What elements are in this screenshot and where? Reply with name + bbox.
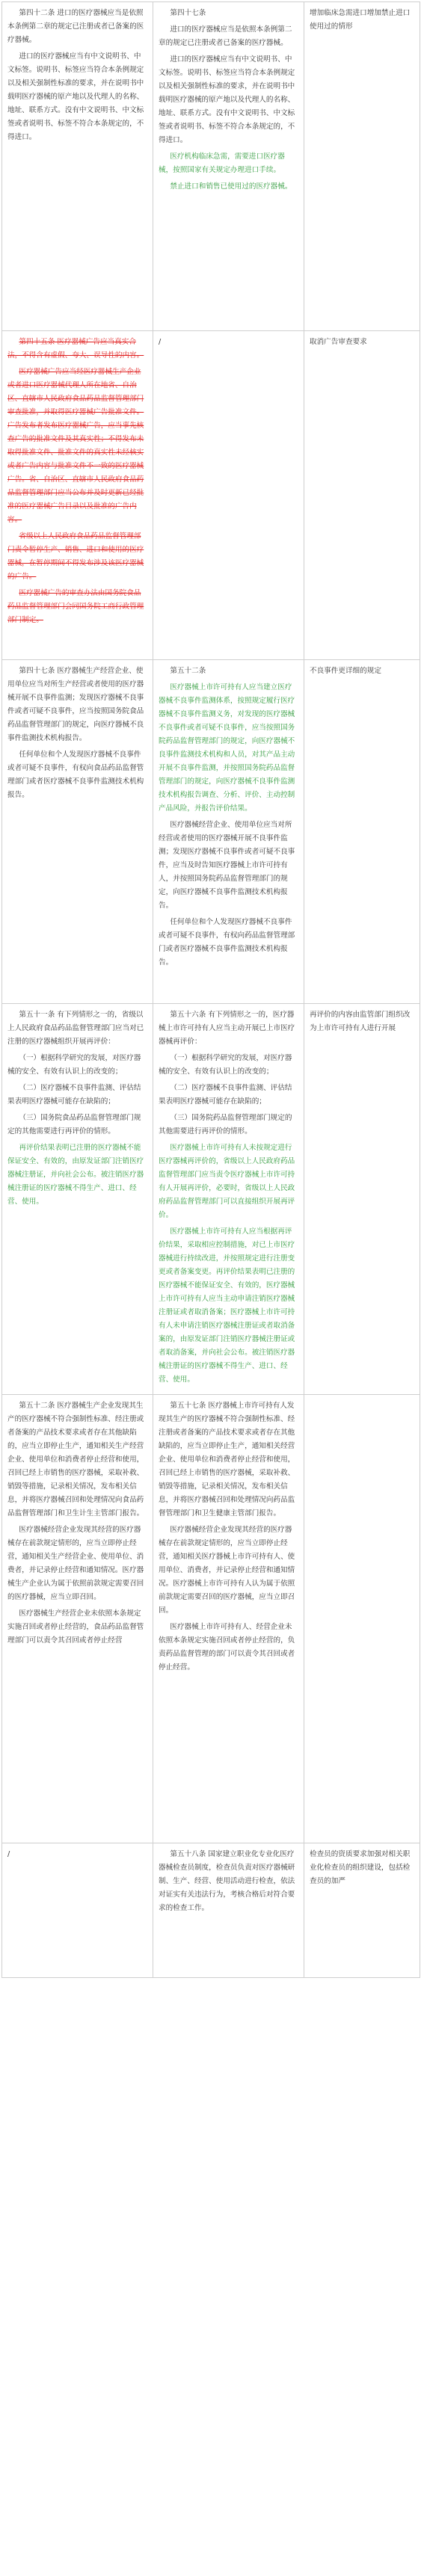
paragraph: 医疗器械经营企业发现其经营的医疗器械存在前款规定情形的，应当立即停止经营，通知相关医疗器械上市许可持有人、使用单位、消费者，并记录停止经营和通知情况。医疗器械上市许可持有人认为属于依照前款规定需要召回的医疗器械，应当立即召回。 xyxy=(159,1526,295,1615)
table-row xyxy=(2,1395,420,1843)
paragraph: （一）根据科学研究的发展，对医疗器械的安全、有效有认识上的改变的； xyxy=(7,1054,141,1076)
paragraph: / xyxy=(7,1850,10,1858)
paragraph: （三）国务院食品药品监督管理部门规定的其他需要进行再评价的情形。 xyxy=(7,1114,141,1136)
old-text-cell xyxy=(2,331,153,660)
paragraph: 医疗器械经营企业、使用单位应当对所经营或者使用的医疗器械开展不良事件监测；发现医疗器械不良事件或者可疑不良事件，应当及时告知医疗器械上市许可持有人，并按照国务院药品监督管理部门的规定，向医疗器械不良事件监测技术机构报告。 xyxy=(159,821,295,910)
table-row xyxy=(2,1004,420,1395)
paragraph: 第五十一条 有下列情形之一的，省级以上人民政府食品药品监督管理部门应当对已注册的医疗器械组织开展再评价： xyxy=(7,1011,144,1046)
paragraph: 省级以上人民政府食品药品监督管理部门责令暂停生产、销售、进口和使用的医疗器械，在暂停期间不得发布涉及该医疗器械的广告。 xyxy=(7,532,144,581)
paragraph: （一）根据科学研究的发展，对医疗器械的安全、有效有认识上的改变的； xyxy=(159,1054,292,1076)
new-text-cell xyxy=(153,2,304,331)
table-row xyxy=(2,2,420,331)
paragraph: （二）医疗器械不良事件监测、评估结果表明医疗器械可能存在缺陷的； xyxy=(7,1084,141,1106)
table-row xyxy=(2,1843,420,1978)
paragraph: 第五十六条 有下列情形之一的，医疗器械上市许可持有人应当主动开展已上市医疗器械再评价： xyxy=(159,1011,295,1046)
paragraph: 第五十八条 国家建立职业化专业化医疗器械检查员制度，检查员负责对医疗器械研制、生产、经营、使用活动进行检查，依法对证实有关违法行为，考核合格后对符合要求的检查工作。 xyxy=(159,1850,295,1912)
paragraph: （二）医疗器械不良事件监测、评估结果表明医疗器械可能存在缺陷的； xyxy=(159,1084,292,1106)
note-cell xyxy=(304,660,420,1004)
paragraph: 再评价结果表明已注册的医疗器械不能保证安全、有效的，由原发证部门注销医疗器械注册证，并向社会公布。被注销医疗器械注册证的医疗器械不得生产、进口、经营、使用。 xyxy=(7,1144,144,1206)
note-text: 不良事件更详细的规定 xyxy=(310,667,381,675)
paragraph: / xyxy=(159,338,162,346)
table-row xyxy=(2,331,420,660)
note-text: 再评价的内容由监管部门组织改为上市许可持有人进行开展 xyxy=(310,1011,411,1032)
paragraph: 医疗器械广告应当经医疗器械生产企业或者进口医疗器械代理人所在地省、自治区、直辖市人民政府食品药品监督管理部门审查批准，并取得医疗器械广告批准文件。广告发布者发布医疗器械广告，应当事先核查广告的批准文件及其真实性；不得发布未取得批准文件、批准文件的真实性未经核实或者广告内容与批准文件不一致的医疗器械广告。省、自治区、直辖市人民政府食品药品监督管理部门应当公布并及时更新已经批准的医疗器械广告目录以及批准的广告内容。 xyxy=(7,368,144,524)
old-text-cell xyxy=(2,1395,153,1843)
paragraph: 医疗器械广告的审查办法由国务院食品药品监督管理部门会同国务院工商行政管理部门制定。 xyxy=(7,589,144,624)
paragraph: （三）国务院药品监督管理部门规定的其他需要进行再评价的情形。 xyxy=(159,1114,292,1136)
old-text-cell xyxy=(2,1843,153,1978)
paragraph: 第四十二条 进口的医疗器械应当是依照本条例第二章的规定已注册或者已备案的医疗器械。 xyxy=(7,9,144,44)
paragraph: 任何单位和个人发现医疗器械不良事件或者可疑不良事件，有权向药品监督管理部门或者医疗器械不良事件监测技术机构报告。 xyxy=(159,918,295,967)
paragraph: 第四十五条 医疗器械广告应当真实合法，不得含有虚假、夸大、误导性的内容。 xyxy=(7,338,144,360)
paragraph: 医疗器械上市许可持有人应当建立医疗器械不良事件监测体系，按照规定履行医疗器械不良事件监测义务，对发现的医疗器械不良事件或者可疑不良事件，应当按照国务院药品监督管理部门的规定，向医疗器械不良事件监测技术机构和人员，对其产品主动开展不良事件监测，并按照国务院药品监督管理部门的规定，向医疗器械不良事件监测技术机构报告调查、分析、评价、主动控制产品风险，并报告评价结果。 xyxy=(159,683,295,813)
note-cell xyxy=(304,1843,420,1978)
old-text-cell xyxy=(2,2,153,331)
table-row xyxy=(2,660,420,1004)
note-cell xyxy=(304,2,420,331)
paragraph: 第五十二条 xyxy=(170,667,206,675)
paragraph: 进口的医疗器械应当有中文说明书、中文标签。说明书、标签应当符合本条例规定以及相关强制性标准的要求，并在说明书中载明医疗器械的原产地以及代理人的名称、地址、联系方式。没有中文说明书、中文标签或者说明书、标签不符合本条规定的，不得进口。 xyxy=(159,55,295,144)
paragraph: 第四十七条 医疗器械生产经营企业、使用单位应当对所生产经营或者使用的医疗器械开展不良事件监测；发现医疗器械不良事件或者可疑不良事件，应当按照国务院食品药品监督管理部门的规定，向医疗器械不良事件监测技术机构报告。 xyxy=(7,667,144,742)
note-cell xyxy=(304,331,420,660)
paragraph: 进口的医疗器械应当有中文说明书、中文标签。说明书、标签应当符合本条例规定以及相关强制性标准的要求，并在说明书中载明医疗器械的原产地以及代理人的名称、地址、联系方式。没有中文说明书、中文标签或者说明书、标签不符合本条规定的，不得进口。 xyxy=(7,52,144,141)
paragraph: 医疗器械上市许可持有人应当根据再评价结果，采取相应控制措施，对已上市医疗器械进行持续改进，并按照规定进行注册变更或者备案变更。再评价结果表明已注册的医疗器械不能保证安全、有效的，医疗器械上市许可持有人应当主动申请注销医疗器械注册证或者取消备案；医疗器械上市许可持有人未申请注销医疗器械注册证或者取消备案的，由原发证部门注销医疗器械注册证或者取消备案，并向社会公布。被注销医疗器械注册证的医疗器械不得生产、进口、经营、使用。 xyxy=(159,1227,295,1384)
note-text: 取消广告审查要求 xyxy=(310,338,367,346)
paragraph: 医疗器械经营企业发现其经营的医疗器械存在前款规定情形的，应当立即停止经营，通知相关生产经营企业、使用单位、消费者，并记录停止经营和通知情况。医疗器械生产企业认为属于依照前款规定需要召回的医疗器械，应当立即召回。 xyxy=(7,1526,144,1601)
paragraph: 医疗器械生产经营企业未依照本条规定实施召回或者停止经营的，食品药品监督管理部门可以责令其召回或者停止经营 xyxy=(7,1609,144,1645)
paragraph: 医疗器械上市许可持有人未按规定进行医疗器械再评价的，省级以上人民政府药品监督管理部门应当责令医疗器械上市许可持有人开展再评价，必要时，省级以上人民政府药品监督管理部门可以直接组织开展再评价。 xyxy=(159,1144,295,1219)
paragraph: 禁止进口和销售已使用过的医疗器械。 xyxy=(170,182,292,191)
new-text-cell xyxy=(153,331,304,660)
note-cell xyxy=(304,1395,420,1843)
paragraph: 任何单位和个人发现医疗器械不良事件或者可疑不良事件，有权向食品药品监督管理部门或者医疗器械不良事件监测技术机构报告。 xyxy=(7,751,144,799)
paragraph: 第五十二条 医疗器械生产企业发现其生产的医疗器械不符合强制性标准、经注册或者备案的产品技术要求或者存在其他缺陷的，应当立即停止生产，通知相关生产经营企业、使用单位和消费者停止经营和使用，召回已经上市销售的医疗器械，采取补救、销毁等措施，记录相关情况，发布相关信息，并将医疗器械召回和处理情况向食品药品监督管理部门和卫生计生主管部门报告。 xyxy=(7,1402,144,1517)
paragraph: 进口的医疗器械应当是依照本条例第二章的规定已注册或者已备案的医疗器械。 xyxy=(159,25,292,47)
note-text: 增加临床急需进口增加禁止进口使用过的情形 xyxy=(310,9,411,31)
paragraph: 第四十七条 xyxy=(170,9,206,17)
new-text-cell xyxy=(153,1004,304,1395)
comparison-table xyxy=(1,1,420,1978)
new-text-cell xyxy=(153,1843,304,1978)
new-text-cell xyxy=(153,660,304,1004)
paragraph: 医疗器械上市许可持有人、经营企业未依照本条规定实施召回或者停止经营的，负责药品监督管理的部门可以责令其召回或者停止经营。 xyxy=(159,1623,295,1671)
comparison-table-body xyxy=(2,2,420,1978)
old-text-cell xyxy=(2,660,153,1004)
note-cell xyxy=(304,1004,420,1395)
note-text: 检查员的资质要求加强对相关职业化检查员的组织建设，包括检查员的加严 xyxy=(310,1850,411,1885)
new-text-cell xyxy=(153,1395,304,1843)
paragraph: 医疗机构临床急需，需要进口医疗器械，按照国家有关规定办理进口手续。 xyxy=(159,152,285,174)
old-text-cell xyxy=(2,1004,153,1395)
paragraph: 第五十七条 医疗器械上市许可持有人发现其生产的医疗器械不符合强制性标准、经注册或者备案的产品技术要求或者存在其他缺陷的，应当立即停止生产，通知相关经营企业、使用单位和消费者停止经营和使用，召回已经上市销售的医疗器械，采取补救、销毁等措施，记录相关情况，发布相关信息，并将医疗器械召回和处理情况向药品监督管理部门和卫生健康主管部门报告。 xyxy=(159,1402,295,1517)
